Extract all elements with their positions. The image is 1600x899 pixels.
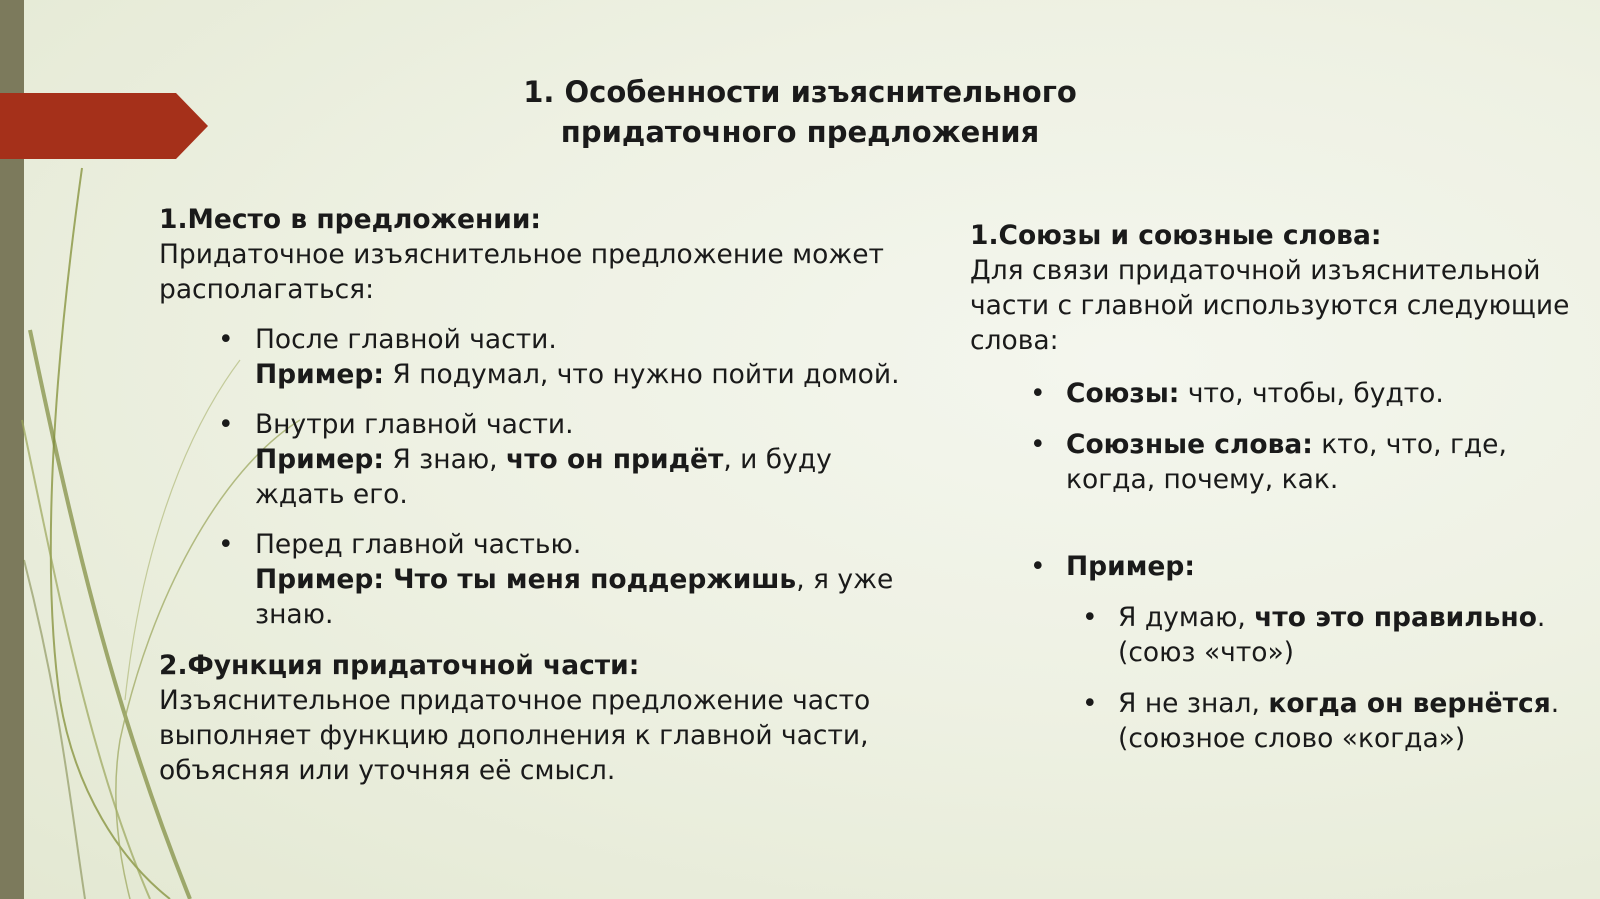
example-note: (союз «что») (1118, 637, 1295, 668)
item-label: Союзные слова: (1066, 429, 1313, 460)
example-text: , я уже знаю. (255, 564, 894, 630)
item-text: что, чтобы, будто. (1179, 378, 1444, 409)
example-text: Я думаю, (1118, 602, 1255, 633)
example-text: Я подумал, что нужно пойти домой. (383, 359, 900, 390)
red-arrow-banner (0, 93, 210, 159)
list-item (970, 549, 1595, 756)
title-line-2: придаточного предложения (560, 115, 1040, 149)
slide-title (390, 72, 1210, 152)
example-end: . (1536, 602, 1546, 633)
item-text: Перед главной частью. (255, 529, 582, 560)
item-text: После главной части. (255, 324, 557, 355)
right-column (970, 218, 1595, 772)
example-bold: когда он вернётся (1268, 688, 1551, 719)
function-text: Изъяснительное придаточное предложение часто выполняет функцию дополнения к главной части, объясняя или уточняя её смысл. (159, 685, 871, 786)
conjunction-list (970, 376, 1595, 756)
example-list (970, 600, 1595, 756)
function-heading: 2.Функция придаточной части: (159, 650, 640, 681)
example-label: Пример: (255, 564, 384, 595)
list-item (970, 686, 1595, 756)
example-bold: Что ты меня поддержишь (383, 564, 797, 595)
position-list (159, 322, 919, 632)
example-bold: что он придёт (506, 444, 724, 475)
example-text-end: , и буду ждать его. (255, 444, 832, 510)
item-text: Внутри главной части. (255, 409, 574, 440)
example-label: Пример: (255, 359, 384, 390)
left-intro: Придаточное изъяснительное предложение может располагаться: (159, 239, 884, 305)
example-note: (союзное слово «когда») (1118, 723, 1466, 754)
example-label: Пример: (255, 444, 384, 475)
right-heading: 1.Союзы и союзные слова: (970, 220, 1382, 251)
title-line-1: 1. Особенности изъяснительного (523, 75, 1077, 109)
example-heading: Пример: (1066, 551, 1195, 582)
example-text: Я не знал, (1118, 688, 1269, 719)
list-item (159, 527, 919, 632)
left-column (159, 202, 919, 788)
list-item (970, 427, 1595, 497)
list-item (159, 407, 919, 512)
example-end: . (1550, 688, 1560, 719)
item-text: кто, что, где, когда, почему, как. (1066, 429, 1507, 495)
example-bold: что это правильно (1254, 602, 1537, 633)
example-text: Я знаю, (383, 444, 506, 475)
list-item (159, 322, 919, 392)
left-heading: 1.Место в предложении: (159, 204, 541, 235)
item-label: Союзы: (1066, 378, 1180, 409)
list-item (970, 376, 1595, 411)
list-item (970, 600, 1595, 670)
right-intro: Для связи придаточной изъяснительной части с главной используются следующие слова: (970, 255, 1570, 356)
